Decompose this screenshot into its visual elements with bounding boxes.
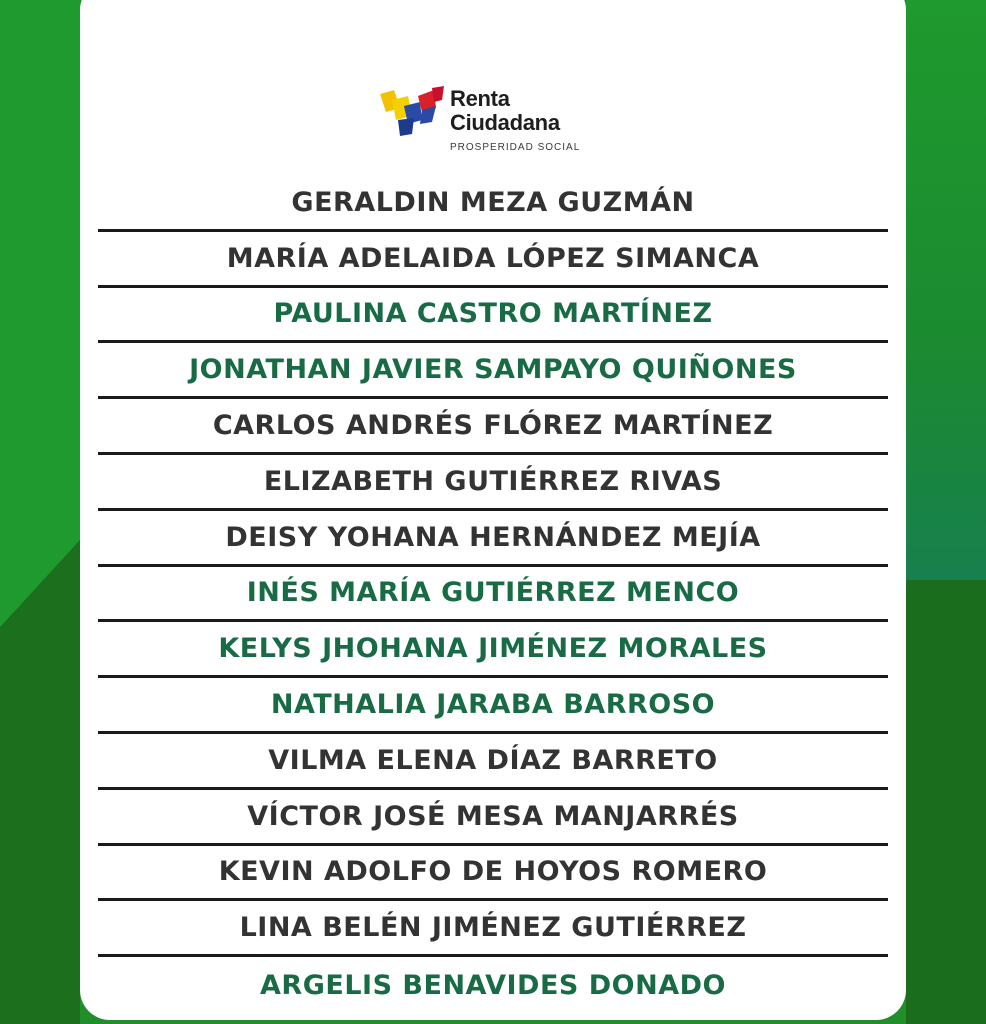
names-list (98, 176, 888, 1013)
name-row: ELIZABETH GUTIÉRREZ RIVAS (98, 455, 888, 511)
name-row: LINA BELÉN JIMÉNEZ GUTIÉRREZ (98, 901, 888, 957)
renta-ciudadana-logo (378, 86, 618, 158)
name-row: MARÍA ADELAIDA LÓPEZ SIMANCA (98, 232, 888, 288)
name-row: ARGELIS BENAVIDES DONADO (260, 969, 726, 1001)
name-row: NATHALIA JARABA BARROSO (98, 678, 888, 734)
name-row: JONATHAN JAVIER SAMPAYO QUIÑONES (98, 343, 888, 399)
name-row: INÉS MARÍA GUTIÉRREZ MENCO (98, 567, 888, 623)
logo-word-renta: Renta (450, 86, 510, 111)
name-row: GERALDIN MEZA GUZMÁN (98, 176, 888, 232)
name-row: PAULINA CASTRO MARTÍNEZ (98, 288, 888, 344)
name-row: VILMA ELENA DÍAZ BARRETO (98, 734, 888, 790)
background-right-dark-green (906, 580, 986, 1024)
name-row: KELYS JHOHANA JIMÉNEZ MORALES (98, 622, 888, 678)
name-row: DEISY YOHANA HERNÁNDEZ MEJÍA (98, 511, 888, 567)
logo-tagline: PROSPERIDAD SOCIAL (450, 142, 581, 153)
logo-word-ciudadana: Ciudadana (450, 110, 560, 135)
name-row: KEVIN ADOLFO DE HOYOS ROMERO (98, 846, 888, 902)
name-row: CARLOS ANDRÉS FLÓREZ MARTÍNEZ (98, 399, 888, 455)
renta-ciudadana-logo-mark-icon (378, 86, 446, 138)
name-row: VÍCTOR JOSÉ MESA MANJARRÉS (98, 790, 888, 846)
background-right-green (906, 0, 986, 580)
